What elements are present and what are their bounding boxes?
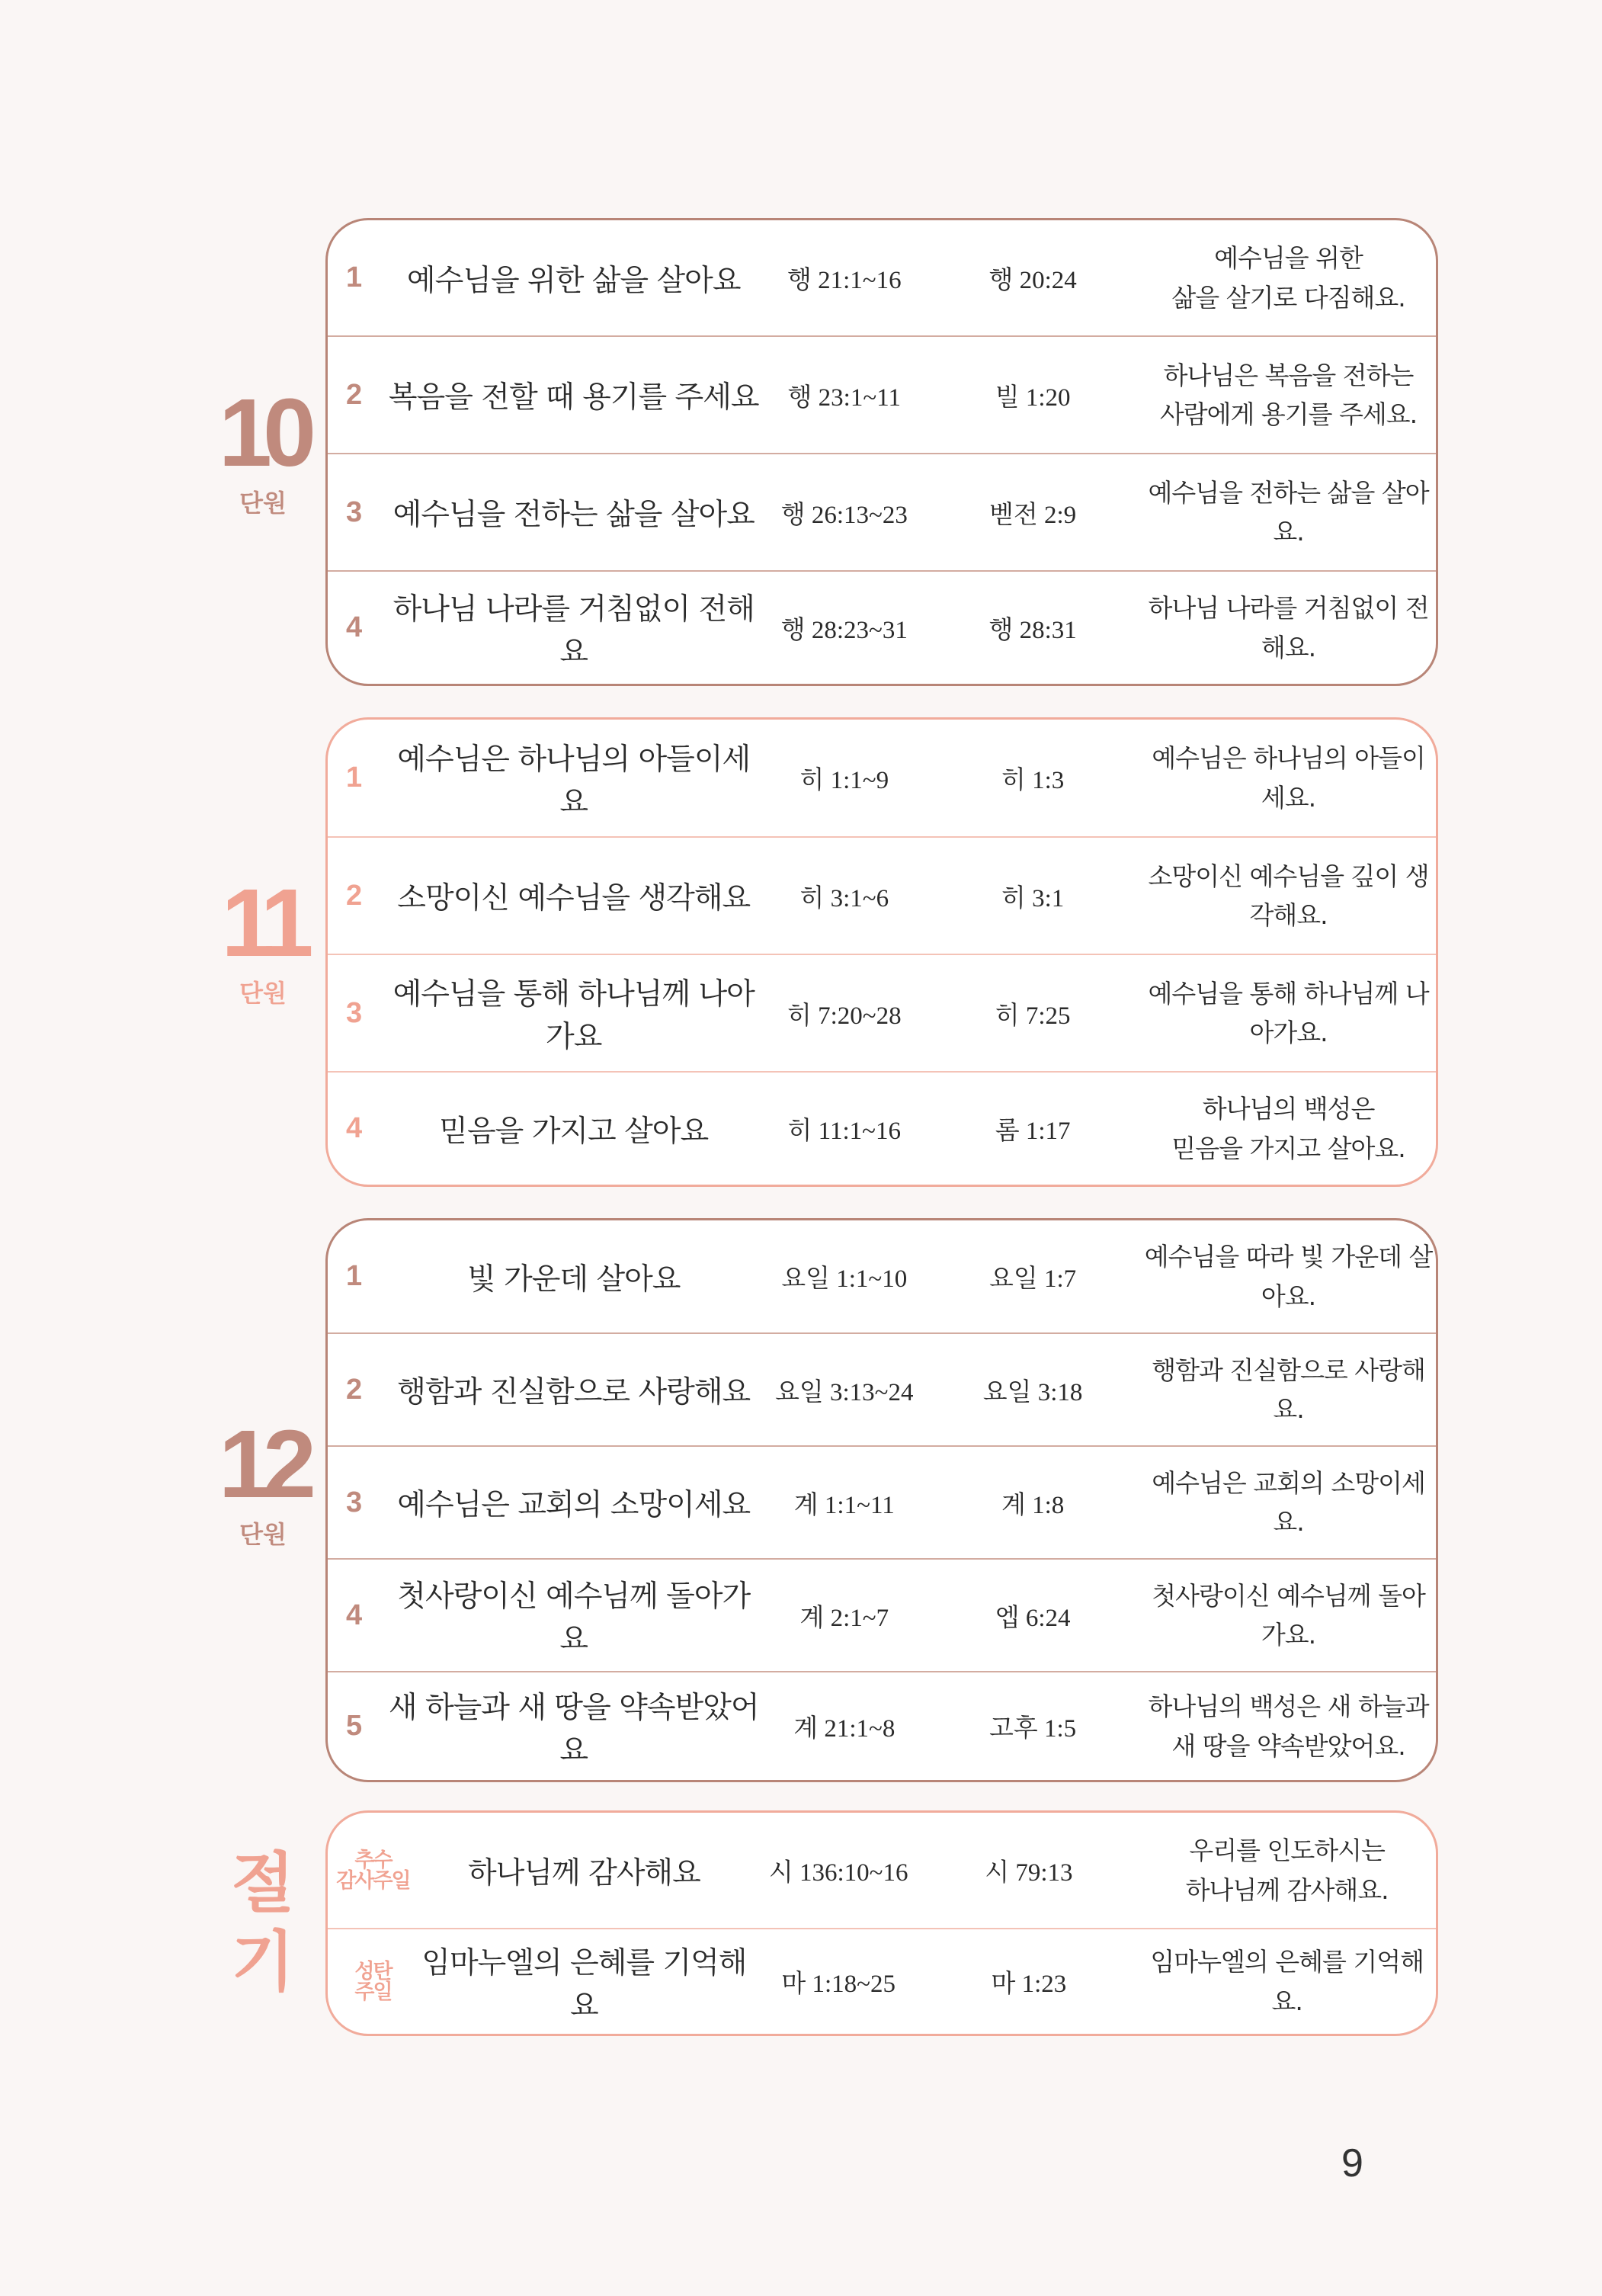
- text-reference: 계 2:1~7: [799, 1604, 889, 1632]
- unit-11-label: [206, 869, 320, 1009]
- text-reference: 행 26:13~23: [780, 501, 908, 529]
- lesson-number: 2: [346, 378, 363, 411]
- unit-12-label: [206, 1410, 320, 1550]
- lesson-row: [328, 220, 1436, 337]
- lesson-row: [328, 1813, 1436, 1929]
- lesson-goal: 하나님의 백성은 새 하늘과 새 땅을 약속받았어요.: [1148, 1692, 1429, 1761]
- lesson-title: 복음을 전할 때 용기를 주세요: [388, 380, 759, 415]
- text-reference: 히 1:1~9: [799, 767, 889, 794]
- text-reference: 히 11:1~16: [787, 1118, 901, 1145]
- memory-verse: 시 79:13: [985, 1859, 1073, 1887]
- lesson-row: [328, 1073, 1436, 1185]
- lesson-goal: 예수님을 위한 삶을 살기로 다짐해요.: [1171, 243, 1405, 313]
- season-label-char: 절: [231, 1845, 295, 1922]
- unit-word: 단원: [239, 1520, 287, 1549]
- lesson-title: 빛 가운데 살아요: [466, 1262, 681, 1297]
- memory-verse: 계 1:8: [1001, 1491, 1065, 1519]
- lesson-number: 3: [346, 1486, 363, 1518]
- lesson-title: 예수님은 하나님의 아들이세요: [397, 742, 751, 819]
- season-label-char: 기: [231, 1924, 295, 2001]
- lesson-title: 새 하늘과 새 땅을 약속받았어요: [388, 1690, 759, 1768]
- lesson-title: 소망이신 예수님을 생각해요: [397, 881, 751, 916]
- unit-word: 단원: [239, 489, 287, 518]
- text-reference: 히 3:1~6: [799, 884, 889, 912]
- lesson-row: [328, 1447, 1436, 1560]
- lesson-title: 첫사랑이신 예수님께 돌아가요: [397, 1579, 751, 1656]
- lesson-title: 행함과 진실함으로 사랑해요: [397, 1375, 751, 1409]
- lesson-goal: 예수님은 하나님의 아들이세요.: [1152, 743, 1425, 813]
- lesson-goal: 소망이신 예수님을 깊이 생각해요.: [1148, 861, 1429, 930]
- lesson-title: 하나님 나라를 거침없이 전해요: [392, 592, 755, 669]
- lesson-row: [328, 955, 1436, 1073]
- lesson-row: [328, 572, 1436, 684]
- lesson-title: 임마누엘의 은혜를 기억해요: [421, 1945, 747, 2023]
- lesson-number: 3: [346, 495, 363, 528]
- lesson-number: 5: [346, 1710, 363, 1742]
- lesson-number: 3: [346, 996, 363, 1029]
- lesson-number: 2: [346, 1373, 363, 1406]
- text-reference: 계 1:1~11: [793, 1491, 895, 1519]
- memory-verse: 고후 1:5: [988, 1715, 1077, 1743]
- season-tag: 성탄 주일: [354, 1959, 392, 2004]
- text-reference: 요일 1:1~10: [781, 1265, 908, 1293]
- memory-verse: 요일 1:7: [988, 1265, 1077, 1293]
- lesson-goal: 하나님 나라를 거침없이 전해요.: [1148, 593, 1429, 662]
- lesson-goal: 예수님을 전하는 삶을 살아요.: [1148, 477, 1429, 547]
- memory-verse: 엡 6:24: [995, 1604, 1071, 1632]
- season-table: [325, 1810, 1438, 2036]
- text-reference: 행 28:23~31: [780, 617, 908, 644]
- lesson-number: 4: [346, 1112, 363, 1144]
- lesson-goal: 행함과 진실함으로 사랑해요.: [1152, 1355, 1425, 1424]
- text-reference: 요일 3:13~24: [775, 1378, 914, 1406]
- lesson-title: 예수님을 위한 삶을 살아요: [406, 263, 741, 298]
- memory-verse: 행 20:24: [988, 267, 1077, 294]
- text-reference: 히 7:20~28: [787, 1002, 902, 1030]
- memory-verse: 히 1:3: [1001, 767, 1065, 794]
- season-label: [229, 1845, 297, 2002]
- lesson-row: [328, 337, 1436, 454]
- text-reference: 계 21:1~8: [793, 1715, 896, 1743]
- memory-verse: 빌 1:20: [995, 383, 1071, 412]
- text-reference: 시 136:10~16: [768, 1859, 908, 1887]
- unit-number: 10: [218, 379, 308, 486]
- season-tag: 추수 감사주일: [336, 1848, 410, 1893]
- lesson-title: 예수님을 통해 하나님께 나아가요: [392, 977, 755, 1054]
- lesson-goal: 임마누엘의 은혜를 기억해요.: [1150, 1947, 1424, 2016]
- text-reference: 마 1:18~25: [781, 1971, 896, 1998]
- lesson-row: [328, 454, 1436, 572]
- lesson-goal: 우리를 인도하시는 하나님께 감사해요.: [1185, 1836, 1389, 1905]
- lesson-title: 예수님을 전하는 삶을 살아요: [392, 498, 755, 532]
- unit-12-table: [325, 1218, 1438, 1782]
- lesson-number: 4: [346, 611, 363, 643]
- memory-verse: 롬 1:17: [995, 1118, 1071, 1145]
- text-reference: 행 23:1~11: [787, 383, 901, 412]
- memory-verse: 히 3:1: [1001, 884, 1065, 912]
- lesson-goal: 하나님의 백성은 믿음을 가지고 살아요.: [1171, 1094, 1405, 1163]
- unit-number: 12: [218, 1410, 308, 1518]
- lesson-row: [328, 838, 1436, 955]
- lesson-number: 1: [346, 762, 363, 794]
- lesson-row: [328, 1334, 1436, 1447]
- lesson-row: [328, 1560, 1436, 1672]
- page-number: 9: [1341, 2141, 1363, 2185]
- lesson-title: 믿음을 가지고 살아요: [439, 1114, 709, 1149]
- lesson-row: [328, 1672, 1436, 1780]
- lesson-number: 2: [346, 879, 363, 912]
- memory-verse: 행 28:31: [988, 617, 1077, 644]
- text-reference: 행 21:1~16: [787, 267, 902, 294]
- lesson-row: [328, 720, 1436, 838]
- lesson-goal: 첫사랑이신 예수님께 돌아가요.: [1152, 1580, 1425, 1650]
- memory-verse: 벧전 2:9: [988, 501, 1077, 529]
- lesson-goal: 예수님은 교회의 소망이세요.: [1152, 1467, 1425, 1537]
- lesson-number: 1: [346, 1260, 363, 1292]
- unit-word: 단원: [239, 979, 287, 1008]
- lesson-number: 4: [346, 1599, 363, 1631]
- lesson-row: [328, 1220, 1436, 1334]
- unit-number: 11: [221, 869, 305, 976]
- memory-verse: 요일 3:18: [982, 1378, 1083, 1406]
- unit-10-label: [206, 379, 320, 519]
- lesson-goal: 하나님은 복음을 전하는 사람에게 용기를 주세요.: [1159, 360, 1418, 429]
- lesson-title: 하나님께 감사해요: [467, 1855, 700, 1890]
- lesson-number: 1: [346, 261, 363, 293]
- memory-verse: 마 1:23: [991, 1971, 1067, 1998]
- memory-verse: 히 7:25: [995, 1002, 1071, 1030]
- lesson-row: [328, 1929, 1436, 2034]
- unit-11-table: [325, 717, 1438, 1187]
- lesson-goal: 예수님을 통해 하나님께 나아가요.: [1148, 978, 1429, 1047]
- lesson-goal: 예수님을 따라 빛 가운데 살아요.: [1144, 1242, 1433, 1311]
- lesson-title: 예수님은 교회의 소망이세요: [397, 1488, 751, 1522]
- unit-10-table: [325, 218, 1438, 686]
